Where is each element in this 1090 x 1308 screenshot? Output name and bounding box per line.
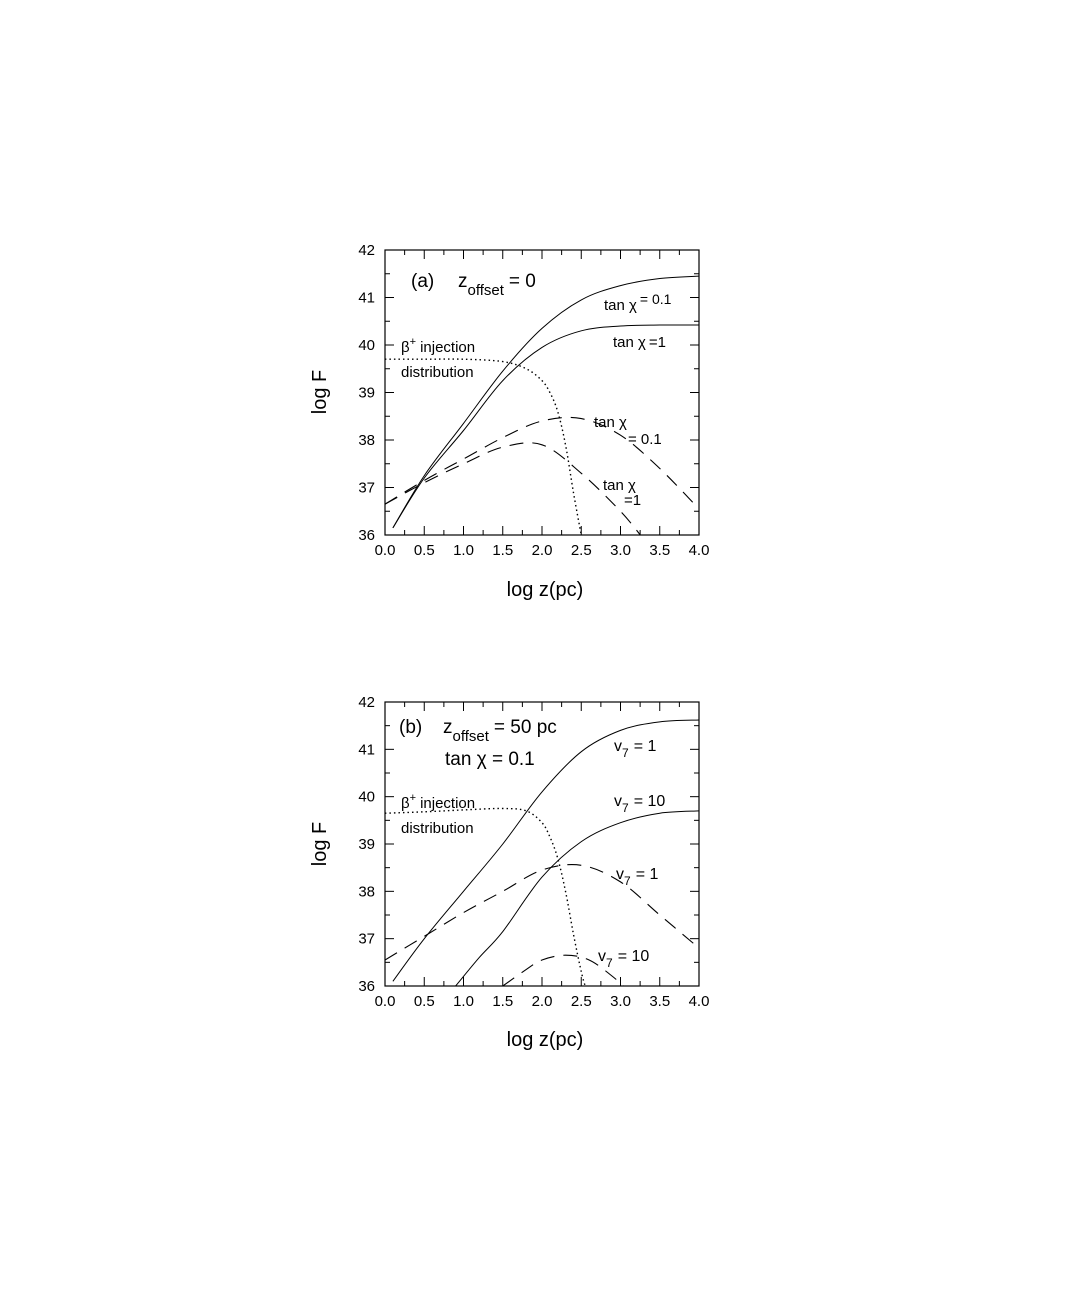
x-axis-label: log z(pc): [506, 1029, 584, 1051]
panel-subtitle: tan χ = 0.1: [445, 749, 535, 770]
label-v7-10-dashed: $v_7 = 10$: [598, 948, 650, 970]
label-v7-1-solid: $v_7 = 1$: [614, 738, 657, 760]
panel-label: (b): [399, 717, 423, 738]
label-beta-injection: β+ injection: [401, 792, 476, 812]
x-tick-label: 4.0: [688, 542, 710, 559]
y-axis-label: log F: [309, 369, 331, 415]
x-tick-label: 3.5: [649, 542, 671, 559]
label-beta-distribution: distribution: [401, 820, 474, 837]
x-tick-label: 3.5: [649, 993, 671, 1010]
x-axis-label: log z(pc): [506, 579, 584, 601]
panel-title: $z_{offset} = 50$ pc: [443, 717, 557, 745]
x-tick-label: 4.0: [688, 993, 710, 1010]
y-tick-label: 36: [358, 978, 375, 995]
label-tan-chi-0.1-solid: tan χ = 0.1: [604, 291, 672, 314]
y-tick-label: 37: [358, 930, 375, 948]
label-tan-chi-1-dashed: tan χ: [603, 477, 636, 494]
x-tick-label: 0.0: [374, 993, 396, 1010]
y-tick-label: 42: [358, 694, 375, 711]
x-tick-label: 0.0: [374, 542, 396, 559]
y-tick-label: 38: [358, 883, 375, 901]
x-tick-label: 1.5: [492, 542, 514, 559]
label-tan-chi-0.1-dashed-value: = 0.1: [628, 431, 662, 448]
x-tick-label: 1.5: [492, 993, 514, 1010]
x-tick-label: 0.5: [413, 993, 435, 1010]
x-tick-label: 1.0: [453, 993, 474, 1010]
x-tick-label: 2.0: [531, 993, 553, 1010]
y-tick-label: 36: [358, 527, 375, 544]
y-axis-label: log F: [309, 821, 331, 867]
x-tick-label: 2.5: [570, 993, 592, 1010]
y-tick-label: 40: [358, 788, 375, 806]
panel-title: $z_{offset} = 0$: [458, 271, 536, 299]
x-tick-label: 2.0: [531, 542, 553, 559]
x-tick-label: 0.5: [413, 542, 435, 559]
y-tick-label: 37: [358, 479, 375, 497]
label-tan-chi-0.1-dashed: tan χ: [594, 414, 627, 431]
label-tan-chi-1-solid: tan χ =1: [613, 334, 667, 351]
x-tick-label: 1.0: [453, 542, 474, 559]
x-tick-label: 2.5: [570, 542, 592, 559]
y-tick-label: 38: [358, 432, 375, 449]
label-v7-1-dashed: $v_7 = 1$: [616, 866, 659, 888]
label-beta-distribution: distribution: [401, 364, 474, 381]
label-tan-chi-1-dashed-value: =1: [624, 492, 642, 509]
y-tick-label: 39: [358, 836, 375, 853]
label-beta-injection: β+ injection: [401, 336, 476, 356]
x-tick-label: 3.0: [610, 993, 631, 1010]
y-tick-label: 41: [358, 289, 375, 307]
y-tick-label: 39: [358, 384, 375, 402]
panel-label: (a): [411, 271, 435, 292]
x-tick-label: 3.0: [610, 542, 631, 559]
y-tick-label: 42: [358, 242, 375, 259]
y-tick-label: 41: [358, 741, 375, 759]
y-tick-label: 40: [358, 337, 375, 354]
label-v7-10-solid: $v_7 = 10$: [614, 793, 666, 815]
